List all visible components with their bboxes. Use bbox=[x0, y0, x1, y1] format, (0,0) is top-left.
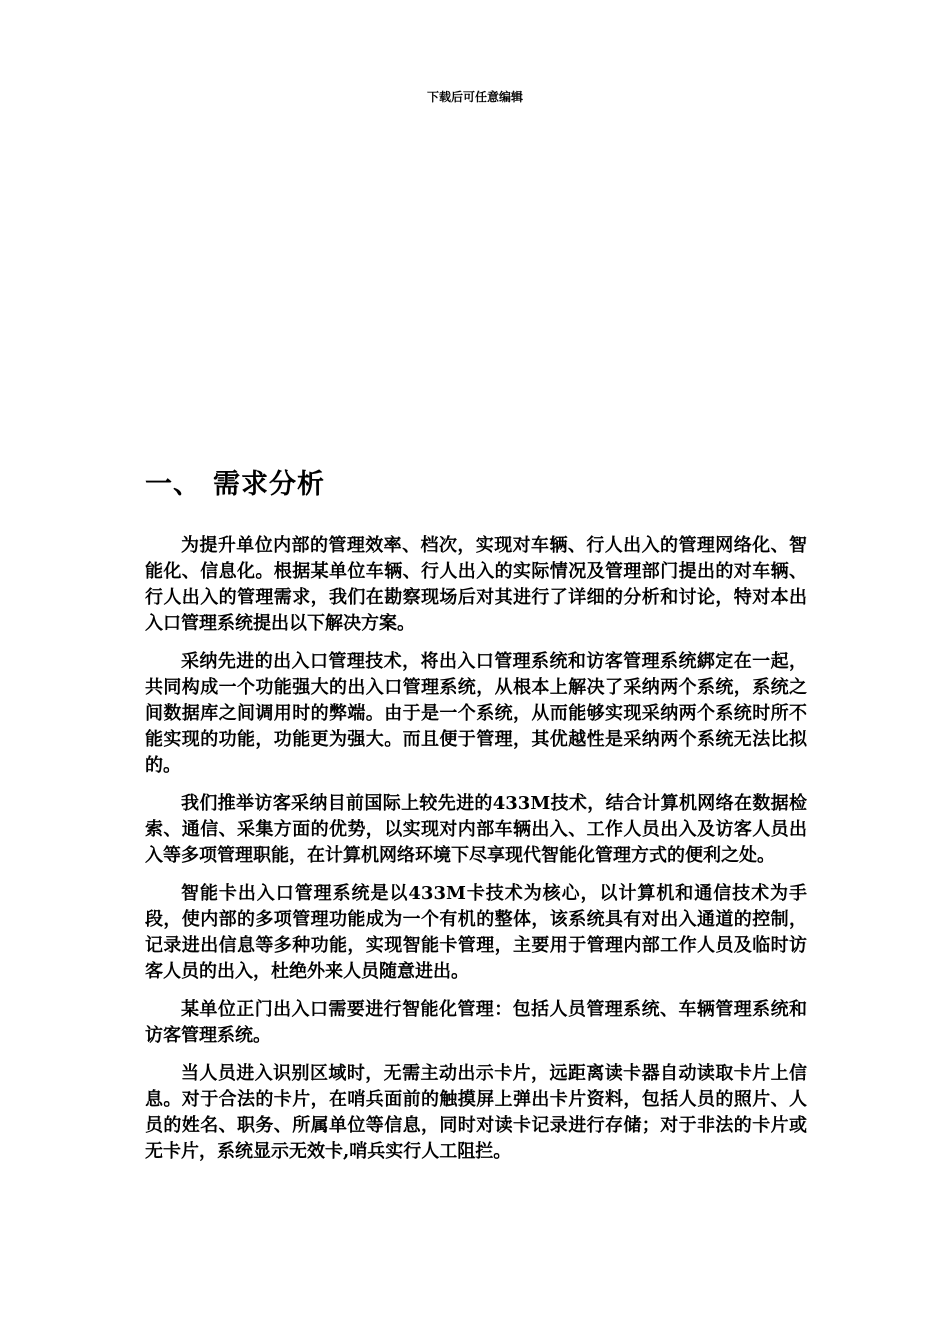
page-header: 下载后可任意编辑 bbox=[426, 90, 523, 104]
section-number: 一、 bbox=[145, 469, 201, 500]
section-heading bbox=[145, 462, 325, 501]
body-text bbox=[145, 533, 807, 1177]
paragraph: 我们推举访客采纳目前国际上较先进的433M技术，结合计算机网络在数据检索、通信、采集方面的优势，以实现对内部车辆出入、工作人员出入及访客人员出入等多项管理职能，在计算机网络环境下尽享现代智能化管理方式的便利之处。 bbox=[145, 793, 807, 866]
paragraph: 采纳先进的出入口管理技术，将出入口管理系统和访客管理系统綁定在一起，共同构成一个功能强大的出入口管理系统，从根本上解决了采纳两个系统，系统之间数据库之间调用时的弊端。由于是一个系统，从而能够实现采纳两个系统时所不能实现的功能，功能更为强大。而且便于管理，其优越性是采纳两个系统无法比拟的。 bbox=[145, 651, 807, 776]
paragraph: 智能卡出入口管理系统是以433M卡技术为核心，以计算机和通信技术为手段，使内部的多项管理功能成为一个有机的整体，该系统具有对出入通道的控制，记录进出信息等多种功能，实现智能卡管理，主要用于管理内部工作人员及临时访客人员的出入，杜绝外来人员随意进出。 bbox=[145, 883, 807, 982]
section-title: 需求分析 bbox=[213, 469, 325, 500]
paragraph: 为提升单位内部的管理效率、档次，实现对车辆、行人出入的管理网络化、智能化、信息化。根据某单位车辆、行人出入的实际情况及管理部门提出的对车辆、行人出入的管理需求，我们在勘察现场后对其进行了详细的分析和讨论，特对本出入口管理系统提出以下解决方案。 bbox=[145, 535, 807, 634]
paragraph: 当人员进入识别区域时，无需主动出示卡片，远距离读卡器自动读取卡片上信息。对于合法的卡片，在哨兵面前的触摸屏上弹出卡片资料，包括人员的照片、人员的姓名、职务、所属单位等信息，同时对读卡记录进行存储；对于非法的卡片或无卡片，系统显示无效卡,哨兵实行人工阻拦。 bbox=[145, 1063, 807, 1162]
paragraph: 某单位正门出入口需要进行智能化管理：包括人员管理系统、车辆管理系统和访客管理系统。 bbox=[145, 999, 807, 1046]
